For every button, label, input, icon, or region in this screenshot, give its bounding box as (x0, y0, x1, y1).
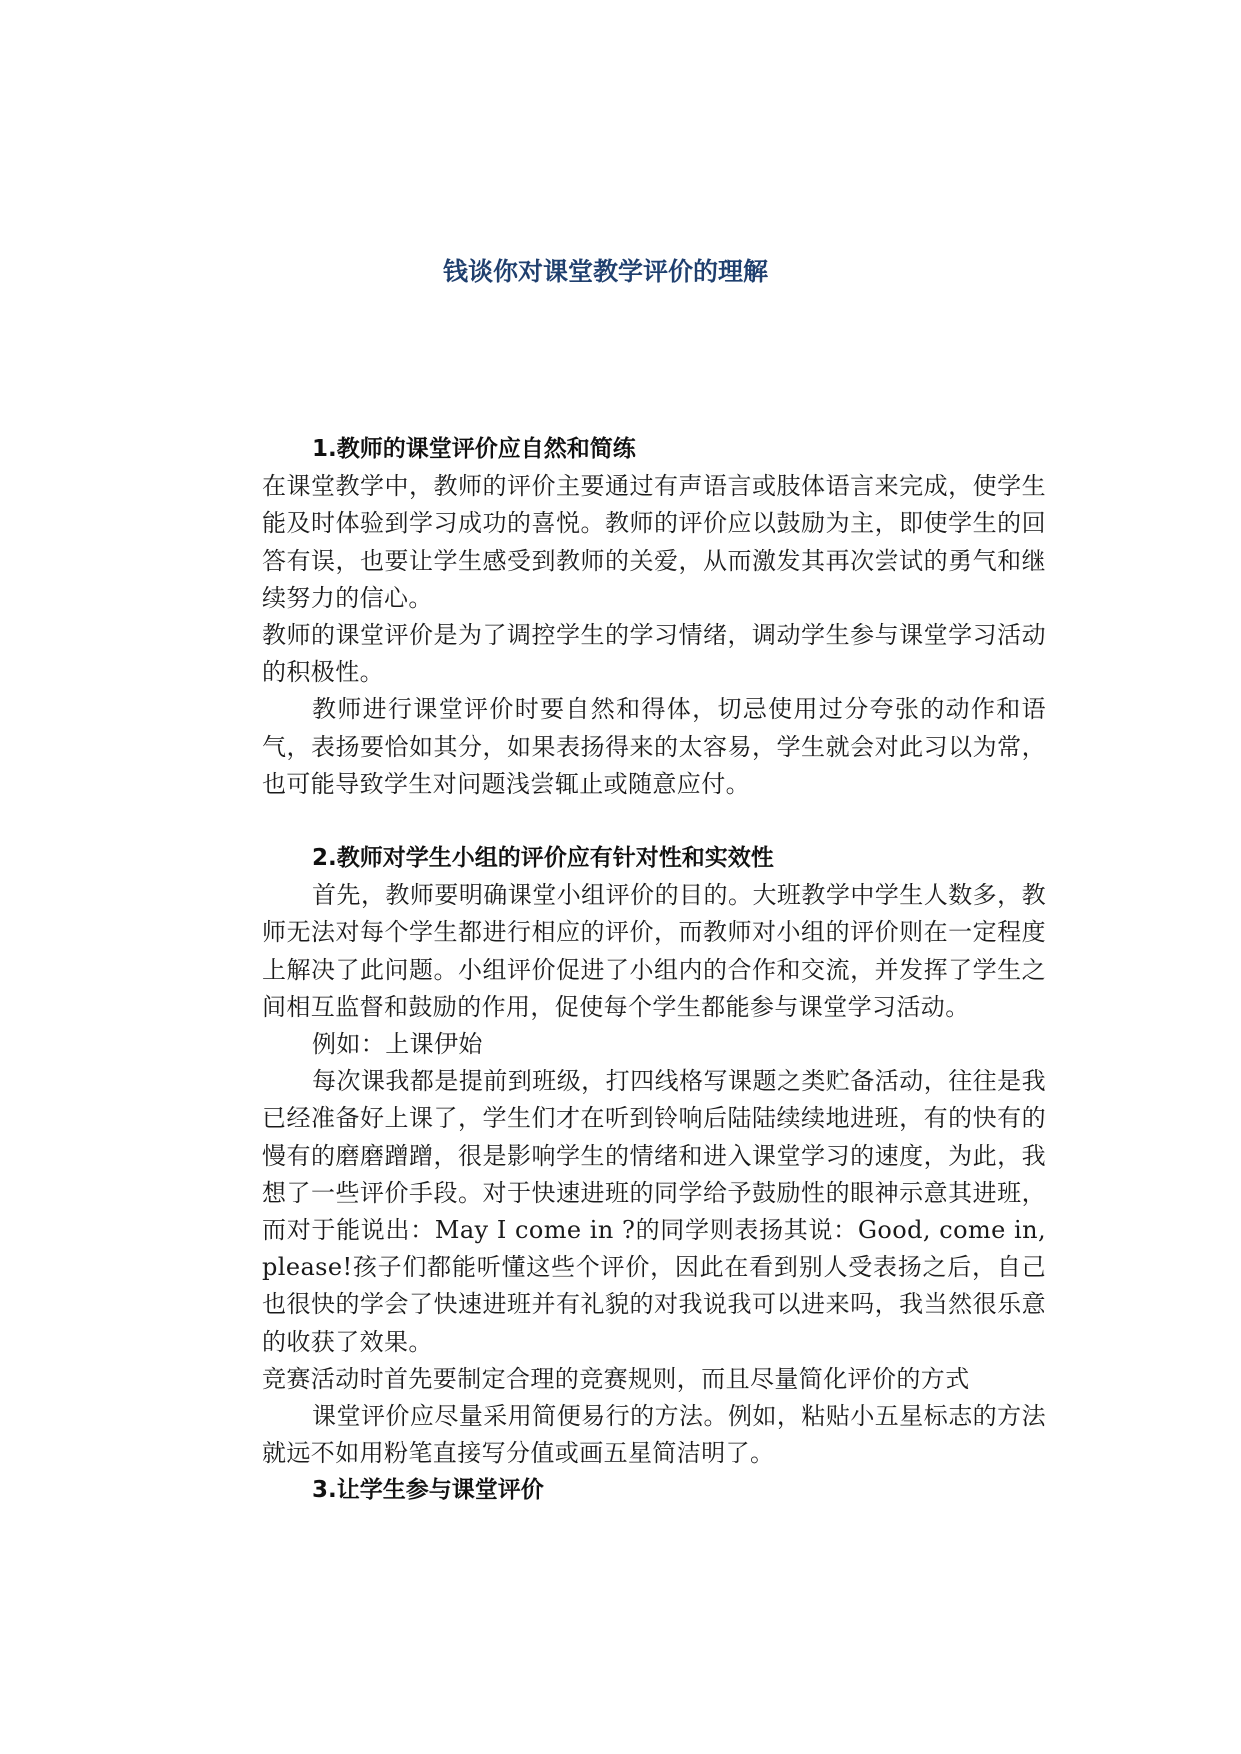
section-2-paragraph-3: 每次课我都是提前到班级，打四线格写课题之类贮备活动，往往是我已经准备好上课了，学生们才在听到铃响后陆陆续续地进班，有的快有的慢有的磨磨蹭蹭，很是影响学生的情绪和进入课堂学习的速度，为此，我想了一些评价手段。对于快速进班的同学给予鼓励性的眼神示意其进班，而对于能说出：May I come in ?的同学则表扬其说：Good, come in, please!孩子们都能听懂这些个评价，因此在看到别人受表扬之后，自己也很快的学会了快速进班并有礼貌的对我说我可以进来吗，我当然很乐意的收获了效果。 (262, 1067, 1046, 1356)
section-1-paragraph-2: 教师的课堂评价是为了调控学生的学习情绪，调动学生参与课堂学习活动的积极性。 (262, 621, 1046, 687)
section-2-paragraph-5: 课堂评价应尽量采用简便易行的方法。例如，粘贴小五星标志的方法就远不如用粉笔直接写分值或画五星简洁明了。 (262, 1402, 1046, 1468)
section-3-heading: 3.让学生参与课堂评价 (312, 1477, 544, 1504)
section-1-paragraph-1: 在课堂教学中，教师的评价主要通过有声语言或肢体语言来完成，使学生能及时体验到学习成功的喜悦。教师的评价应以鼓励为主，即使学生的回答有误，也要让学生感受到教师的关爱，从而激发其再次尝试的勇气和继续努力的信心。 (262, 472, 1046, 612)
section-2-example-label: 例如：上课伊始 (312, 1030, 483, 1059)
document-body (262, 431, 1046, 1510)
section-1-paragraph-3: 教师进行课堂评价时要自然和得体，切忌使用过分夸张的动作和语气，表扬要恰如其分，如果表扬得来的太容易，学生就会对此习以为常，也可能导致学生对问题浅尝辄止或随意应付。 (262, 695, 1046, 798)
section-spacer (262, 803, 1046, 840)
section-2-paragraph-1: 首先，教师要明确课堂小组评价的目的。大班教学中学生人数多，教师无法对每个学生都进行相应的评价，而教师对小组的评价则在一定程度上解决了此问题。小组评价促进了小组内的合作和交流，并发挥了学生之间相互监督和鼓励的作用，促使每个学生都能参与课堂学习活动。 (262, 881, 1046, 1021)
page-title: 钱谈你对课堂教学评价的理解 (442, 257, 768, 286)
section-1-heading: 1.教师的课堂评价应自然和简练 (312, 436, 636, 462)
section-2-paragraph-4: 竞赛活动时首先要制定合理的竞赛规则，而且尽量简化评价的方式 (262, 1364, 970, 1393)
section-2-heading: 2.教师对学生小组的评价应有针对性和实效性 (312, 845, 774, 872)
